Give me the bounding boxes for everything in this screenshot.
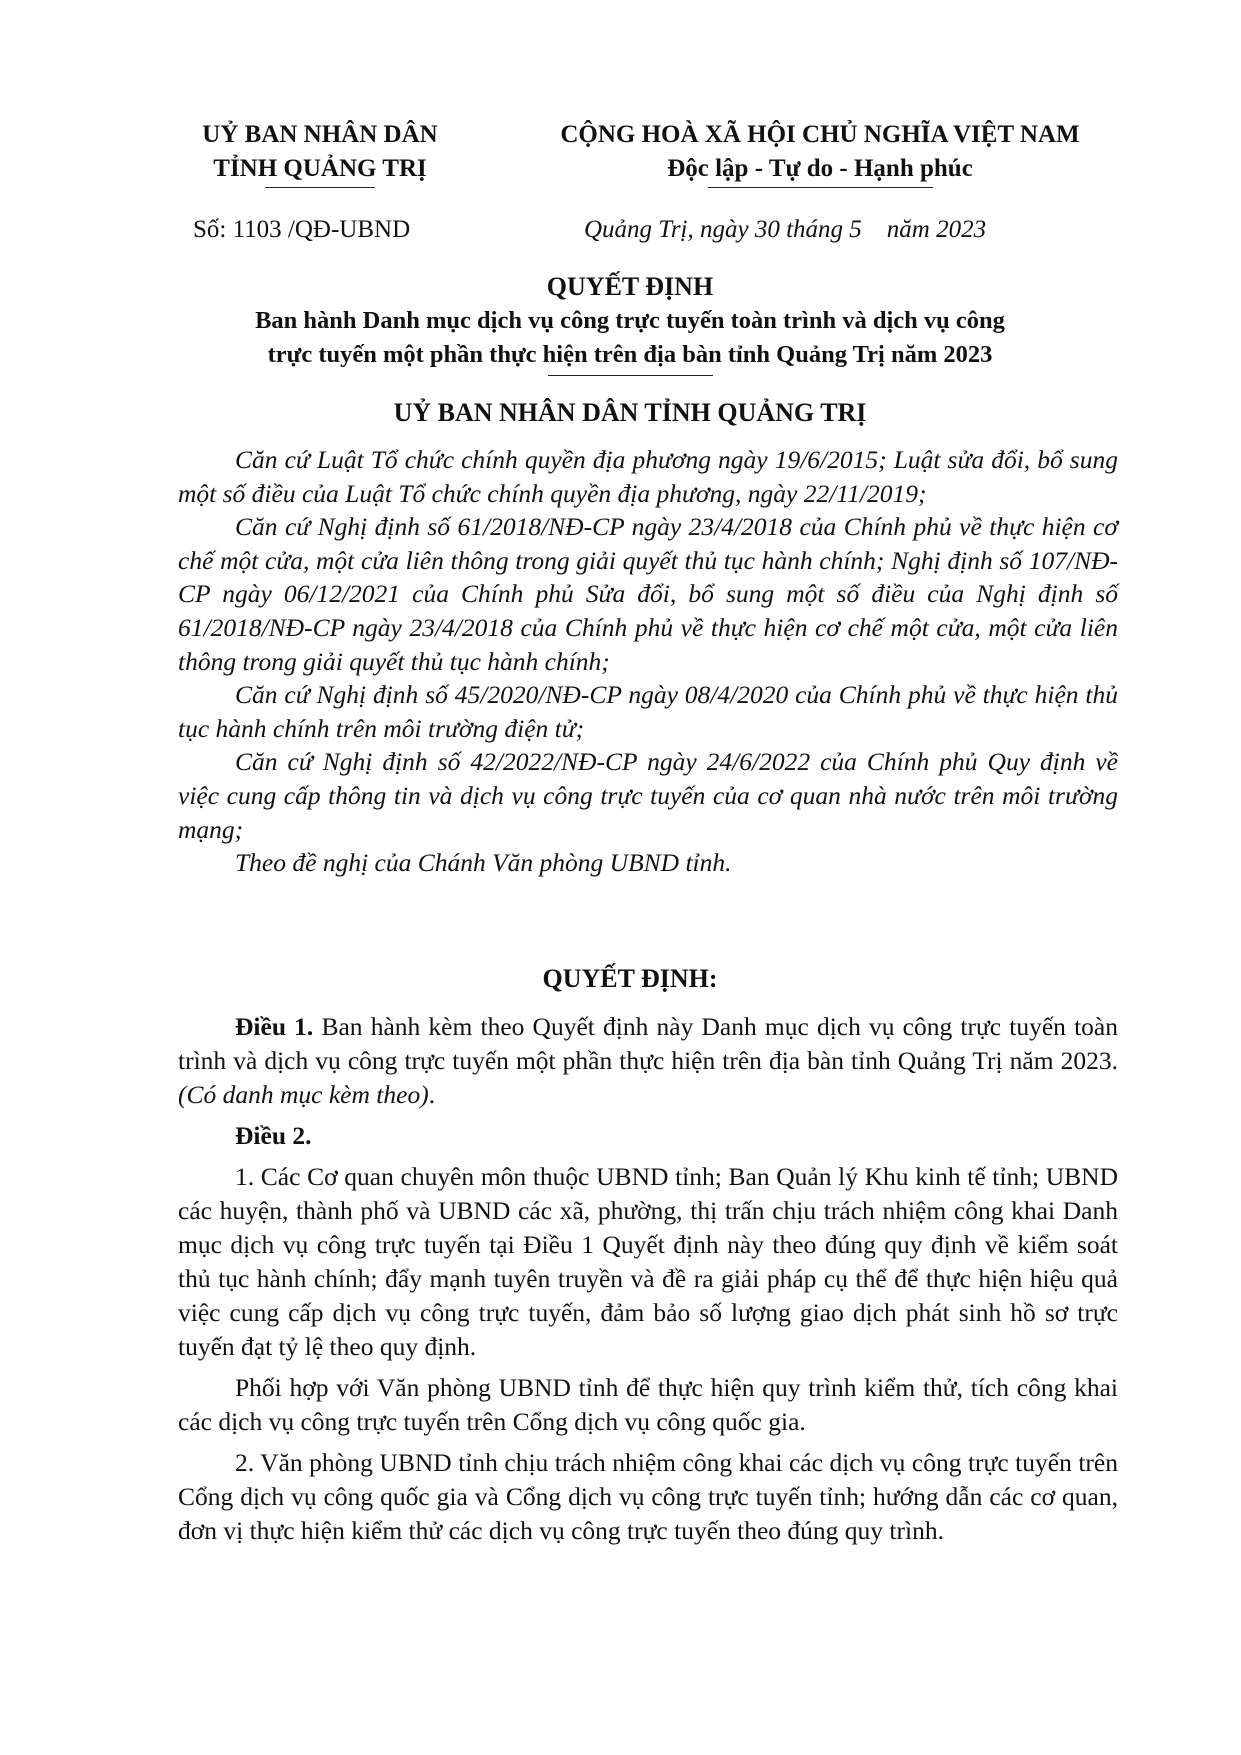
issuing-authority: UỶ BAN NHÂN DÂN TỈNH QUẢNG TRỊ [393, 398, 867, 427]
legal-basis [178, 443, 1118, 880]
subject-underline [548, 375, 713, 376]
agency-line-2: TỈNH QUẢNG TRỊ [213, 155, 427, 182]
basis-item: Căn cứ Nghị định số 61/2018/NĐ-CP ngày 23/4/2018 của Chính phủ về thực hiện cơ chế một cửa, một cửa liên thông trong giải quyết thủ tục hành chính; Nghị định số 107/NĐ-CP ngày 06/12/2021 của Chính phủ Sửa đổi, bổ sung một số điều của Nghị định số 61/2018/NĐ-CP ngày 23/4/2018 của Chính phủ về thực hiện cơ chế một cửa, một cửa liên thông trong giải quyết thủ tục hành chính; [178, 512, 1118, 676]
decision-heading: QUYẾT ĐỊNH: [542, 964, 718, 993]
basis-item: Căn cứ Luật Tổ chức chính quyền địa phương ngày 19/6/2015; Luật sửa đổi, bổ sung một số điều của Luật Tổ chức chính quyền địa phương, ngày 22/11/2019; [178, 445, 1118, 508]
article-1-note: (Có danh mục kèm theo) [178, 1080, 429, 1109]
motto-underline [708, 187, 933, 188]
article-2-paragraph: 1. Các Cơ quan chuyên môn thuộc UBND tỉnh; Ban Quản lý Khu kinh tế tỉnh; UBND các huyện, thành phố và UBND các xã, phường, thị trấn chịu trách nhiệm công khai Danh mục dịch vụ công trực tuyến tại Điều 1 Quyết định này theo đúng quy định về kiểm soát thủ tục hành chính; đẩy mạnh tuyên truyền và đề ra giải pháp cụ thể để thực hiện hiệu quả việc cung cấp dịch vụ công trực tuyến, đảm bảo số lượng giao dịch phát sinh hồ sơ trực tuyến đạt tỷ lệ theo quy định. [178, 1162, 1118, 1361]
document-title [140, 270, 1120, 376]
basis-item: Theo đề nghị của Chánh Văn phòng UBND tỉnh. [235, 848, 732, 878]
basis-item: Căn cứ Nghị định số 42/2022/NĐ-CP ngày 24/6/2022 của Chính phủ Quy định về việc cung cấp thông tin và dịch vụ công trực tuyến của cơ quan nhà nước trên môi trường mạng; [178, 747, 1118, 844]
national-motto [520, 118, 1120, 188]
issuing-agency [170, 118, 470, 188]
document-number: Số: 1103 /QĐ-UBND [193, 216, 411, 243]
article-2-paragraph: Phối hợp với Văn phòng UBND tỉnh để thực hiện quy trình kiểm thử, tích công khai các dịch vụ công trực tuyến trên Cổng dịch vụ công quốc gia. [178, 1373, 1118, 1436]
article-2-label: Điều 2. [235, 1121, 312, 1150]
document-type: QUYẾT ĐỊNH [546, 272, 714, 301]
subject-line-1: Ban hành Danh mục dịch vụ công trực tuyến toàn trình và dịch vụ công [255, 307, 1005, 334]
basis-item: Căn cứ Nghị định số 45/2020/NĐ-CP ngày 08/4/2020 của Chính phủ về thực hiện thủ tục hành chính trên môi trường điện tử; [178, 680, 1118, 743]
nation-line-2: Độc lập - Tự do - Hạnh phúc [667, 155, 973, 182]
article-1 [178, 1010, 1118, 1112]
nation-line-1: CỘNG HOÀ XÃ HỘI CHỦ NGHĨA VIỆT NAM [560, 121, 1080, 148]
decision-body [178, 1010, 1118, 1555]
article-1-end: . [428, 1080, 436, 1109]
agency-underline [265, 187, 375, 188]
place-and-date: Quảng Trị, ngày 30 tháng 5 năm 2023 [584, 216, 987, 243]
subject-line-2: trực tuyến một phần thực hiện trên địa bàn tỉnh Quảng Trị năm 2023 [267, 341, 993, 368]
article-1-label: Điều 1. [235, 1012, 314, 1041]
article-2 [178, 1119, 1118, 1153]
article-2-paragraph: 2. Văn phòng UBND tỉnh chịu trách nhiệm công khai các dịch vụ công trực tuyến trên Cổng dịch vụ công quốc gia và Cổng dịch vụ công trực tuyến tỉnh; hướng dẫn các cơ quan, đơn vị thực hiện kiểm thử các dịch vụ công trực tuyến theo đúng quy trình. [178, 1448, 1118, 1545]
article-1-text: Ban hành kèm theo Quyết định này Danh mục dịch vụ công trực tuyến toàn trình và dịch vụ công trực tuyến một phần thực hiện trên địa bàn tỉnh Quảng Trị năm 2023. [178, 1012, 1118, 1075]
agency-line-1: UỶ BAN NHÂN DÂN [202, 121, 438, 148]
